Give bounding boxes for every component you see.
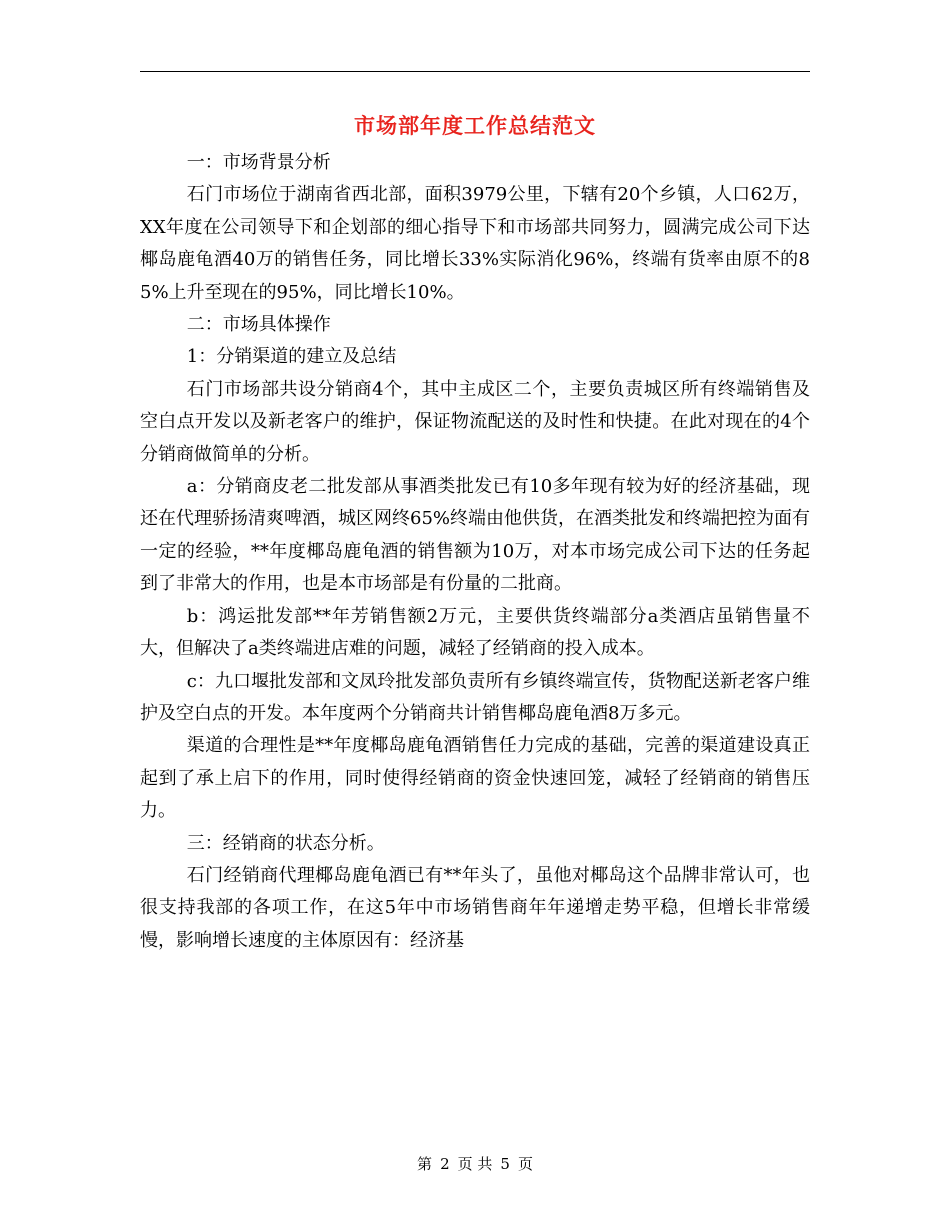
footer-label-page: 第 bbox=[417, 1155, 433, 1173]
paragraph: 渠道的合理性是**年度椰岛鹿龟酒销售任力完成的基础，完善的渠道建设真正起到了承上启下的作用，同时使得经销商的资金快速回笼，减轻了经销商的销售压力。 bbox=[140, 735, 810, 822]
paragraph: 石门经销商代理椰岛鹿龟酒已有**年头了，虽他对椰岛这个品牌非常认可，也很支持我部的各项工作，在这5年中市场销售商年年递增走势平稳，但增长非常缓慢，影响增长速度的主体原因有：经济基 bbox=[140, 864, 810, 951]
paragraph: a：分销商皮老二批发部从事酒类批发已有10多年现有较为好的经济基础，现还在代理骄扬清爽啤酒，城区网终65%终端由他供货，在酒类批发和终端把控为面有一定的经验，**年度椰岛鹿龟酒的销售额为10万，对本市场完成公司下达的任务起到了非常大的作用，也是本市场部是有份量的二批商。 bbox=[140, 476, 811, 595]
paragraph: 石门市场位于湖南省西北部，面积3979公里，下辖有20个乡镇，人口62万，XX年度在公司领导下和企划部的细心指导下和市场部共同努力，圆满完成公司下达椰岛鹿龟酒40万的销售任务，同比增长33%实际消化96%，终端有货率由原不的85%上升至现在的95%，同比增长10%。 bbox=[140, 184, 810, 303]
footer-total-pages: 5 bbox=[500, 1155, 510, 1173]
page-footer bbox=[0, 1152, 950, 1176]
document-title: 市场部年度工作总结范文 bbox=[354, 113, 596, 138]
footer-label-pages: 页 bbox=[517, 1155, 533, 1173]
header-rule bbox=[140, 71, 810, 72]
document-body bbox=[140, 147, 810, 957]
paragraph: 石门市场部共设分销商4个，其中主成区二个，主要负责城区所有终端销售及空白点开发以及新老客户的维护，保证物流配送的及时性和快捷。在此对现在的4个分销商做简单的分析。 bbox=[140, 378, 810, 465]
paragraph: b：鸿运批发部**年芳销售额2万元，主要供货终端部分a类酒店虽销售量不大，但解决了a类终端进店难的问题，减轻了经销商的投入成本。 bbox=[140, 605, 810, 660]
footer-current-page: 2 bbox=[440, 1155, 450, 1173]
section-heading: 三：经销商的状态分析。 bbox=[186, 832, 385, 854]
paragraph: c：九口堰批发部和文凤玲批发部负责所有乡镇终端宣传，货物配送新老客户维护及空白点的开发。本年度两个分销商共计销售椰岛鹿龟酒8万多元。 bbox=[140, 670, 810, 724]
footer-label-of: 页 共 bbox=[457, 1155, 493, 1173]
section-heading: 一：市场背景分析 bbox=[186, 152, 331, 173]
section-heading: 二：市场具体操作 bbox=[186, 314, 331, 336]
subsection-heading: 1：分销渠道的建立及总结 bbox=[186, 346, 397, 368]
